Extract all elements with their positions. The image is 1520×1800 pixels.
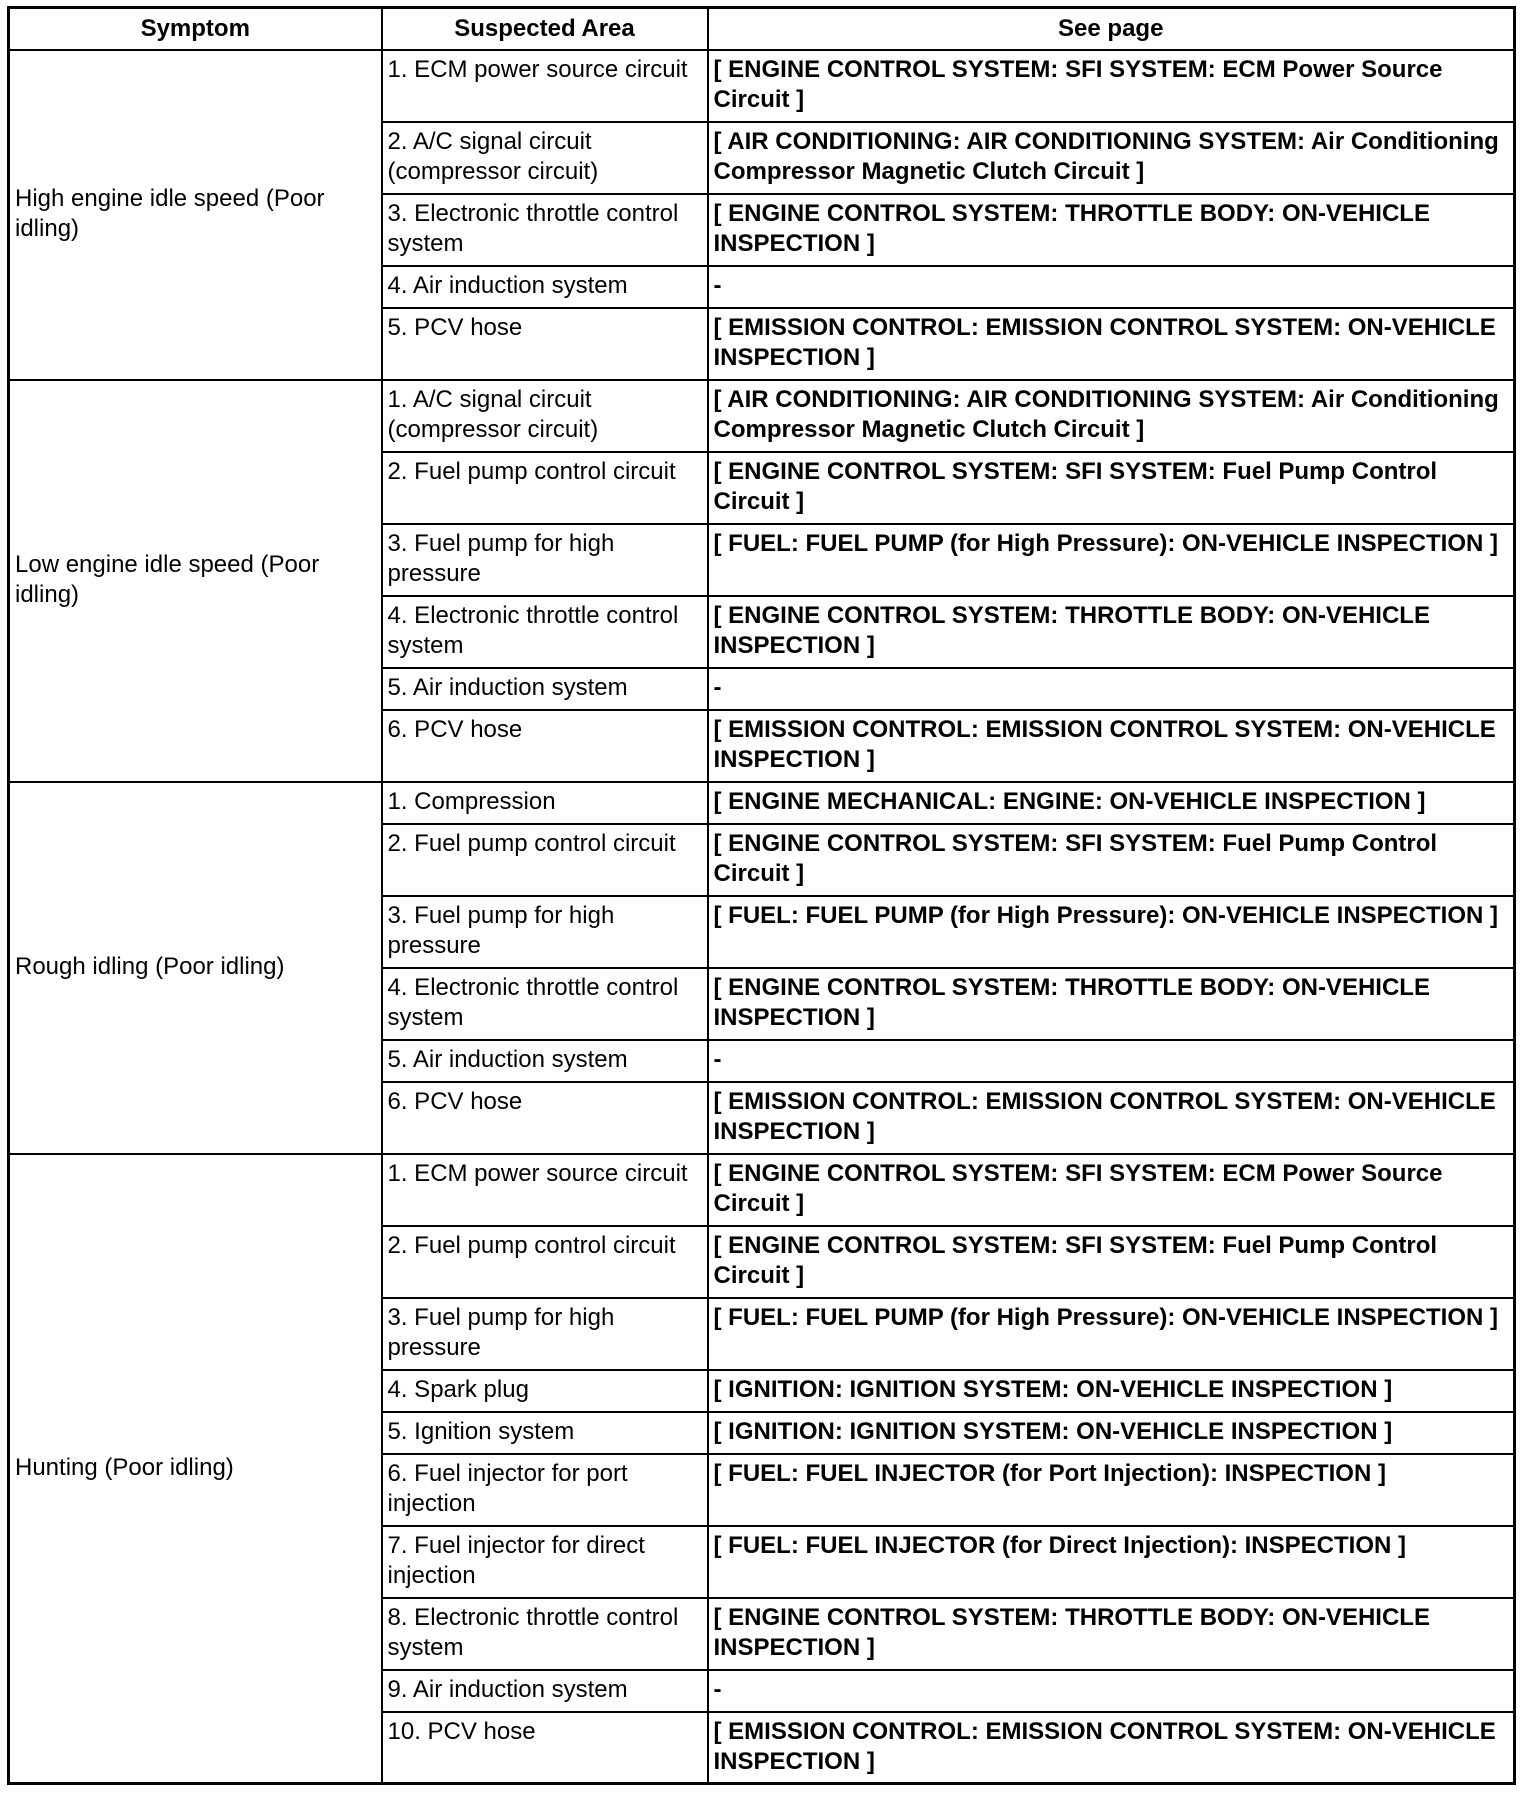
- see-page-cell: [ EMISSION CONTROL: EMISSION CONTROL SYSTEM: ON-VEHICLE INSPECTION ]: [708, 1082, 1515, 1154]
- suspected-area-cell: 10. PCV hose: [382, 1712, 708, 1784]
- see-page-cell: [ FUEL: FUEL INJECTOR (for Direct Injection): INSPECTION ]: [708, 1526, 1515, 1598]
- suspected-area-cell: 2. Fuel pump control circuit: [382, 1226, 708, 1298]
- see-page-cell: [ ENGINE CONTROL SYSTEM: THROTTLE BODY: ON-VEHICLE INSPECTION ]: [708, 596, 1515, 668]
- see-page-cell: -: [708, 1040, 1515, 1082]
- see-page-cell: [ FUEL: FUEL PUMP (for High Pressure): ON-VEHICLE INSPECTION ]: [708, 1298, 1515, 1370]
- suspected-area-cell: 3. Fuel pump for high pressure: [382, 524, 708, 596]
- see-page-cell: -: [708, 668, 1515, 710]
- suspected-area-cell: 1. ECM power source circuit: [382, 50, 708, 122]
- see-page-cell: [ FUEL: FUEL INJECTOR (for Port Injection): INSPECTION ]: [708, 1454, 1515, 1526]
- see-page-cell: [ FUEL: FUEL PUMP (for High Pressure): ON-VEHICLE INSPECTION ]: [708, 524, 1515, 596]
- table-row: [9, 1154, 1515, 1226]
- see-page-cell: [ AIR CONDITIONING: AIR CONDITIONING SYSTEM: Air Conditioning Compressor Magnetic Clutch Circuit ]: [708, 380, 1515, 452]
- suspected-area-cell: 5. Air induction system: [382, 668, 708, 710]
- table-row: [9, 380, 1515, 452]
- see-page-cell: [ ENGINE CONTROL SYSTEM: SFI SYSTEM: Fuel Pump Control Circuit ]: [708, 1226, 1515, 1298]
- suspected-area-cell: 8. Electronic throttle control system: [382, 1598, 708, 1670]
- see-page-cell: [ IGNITION: IGNITION SYSTEM: ON-VEHICLE INSPECTION ]: [708, 1412, 1515, 1454]
- symptom-cell: High engine idle speed (Poor idling): [9, 50, 382, 380]
- suspected-area-cell: 4. Air induction system: [382, 266, 708, 308]
- suspected-area-cell: 3. Fuel pump for high pressure: [382, 1298, 708, 1370]
- suspected-area-cell: 1. Compression: [382, 782, 708, 824]
- see-page-cell: [ ENGINE CONTROL SYSTEM: THROTTLE BODY: ON-VEHICLE INSPECTION ]: [708, 194, 1515, 266]
- header-row: [9, 8, 1515, 50]
- table-body: [9, 50, 1515, 1784]
- symptom-cell: Low engine idle speed (Poor idling): [9, 380, 382, 782]
- suspected-area-cell: 4. Electronic throttle control system: [382, 968, 708, 1040]
- symptom-cell: Hunting (Poor idling): [9, 1154, 382, 1784]
- suspected-area-cell: 9. Air induction system: [382, 1670, 708, 1712]
- suspected-area-cell: 3. Electronic throttle control system: [382, 194, 708, 266]
- see-page-cell: [ ENGINE CONTROL SYSTEM: SFI SYSTEM: ECM Power Source Circuit ]: [708, 1154, 1515, 1226]
- diagnosis-table: [7, 6, 1516, 1785]
- see-page-cell: [ EMISSION CONTROL: EMISSION CONTROL SYSTEM: ON-VEHICLE INSPECTION ]: [708, 1712, 1515, 1784]
- suspected-area-cell: 5. Air induction system: [382, 1040, 708, 1082]
- see-page-cell: [ ENGINE CONTROL SYSTEM: SFI SYSTEM: Fuel Pump Control Circuit ]: [708, 452, 1515, 524]
- suspected-area-cell: 1. A/C signal circuit (compressor circuit): [382, 380, 708, 452]
- suspected-area-cell: 5. PCV hose: [382, 308, 708, 380]
- suspected-area-cell: 2. A/C signal circuit (compressor circuit): [382, 122, 708, 194]
- suspected-area-cell: 6. Fuel injector for port injection: [382, 1454, 708, 1526]
- suspected-area-cell: 3. Fuel pump for high pressure: [382, 896, 708, 968]
- see-page-cell: -: [708, 1670, 1515, 1712]
- suspected-area-cell: 6. PCV hose: [382, 1082, 708, 1154]
- see-page-cell: [ IGNITION: IGNITION SYSTEM: ON-VEHICLE INSPECTION ]: [708, 1370, 1515, 1412]
- see-page-cell: [ EMISSION CONTROL: EMISSION CONTROL SYSTEM: ON-VEHICLE INSPECTION ]: [708, 308, 1515, 380]
- symptom-cell: Rough idling (Poor idling): [9, 782, 382, 1154]
- suspected-area-cell: 2. Fuel pump control circuit: [382, 824, 708, 896]
- table-row: [9, 50, 1515, 122]
- see-page-cell: [ ENGINE CONTROL SYSTEM: SFI SYSTEM: ECM Power Source Circuit ]: [708, 50, 1515, 122]
- header-symptom: Symptom: [9, 8, 382, 50]
- suspected-area-cell: 6. PCV hose: [382, 710, 708, 782]
- see-page-cell: [ ENGINE MECHANICAL: ENGINE: ON-VEHICLE INSPECTION ]: [708, 782, 1515, 824]
- suspected-area-cell: 4. Electronic throttle control system: [382, 596, 708, 668]
- see-page-cell: [ ENGINE CONTROL SYSTEM: THROTTLE BODY: ON-VEHICLE INSPECTION ]: [708, 968, 1515, 1040]
- see-page-cell: -: [708, 266, 1515, 308]
- suspected-area-cell: 7. Fuel injector for direct injection: [382, 1526, 708, 1598]
- suspected-area-cell: 5. Ignition system: [382, 1412, 708, 1454]
- see-page-cell: [ ENGINE CONTROL SYSTEM: THROTTLE BODY: ON-VEHICLE INSPECTION ]: [708, 1598, 1515, 1670]
- see-page-cell: [ AIR CONDITIONING: AIR CONDITIONING SYSTEM: Air Conditioning Compressor Magnetic Clutch Circuit ]: [708, 122, 1515, 194]
- header-see-page: See page: [708, 8, 1515, 50]
- table-row: [9, 782, 1515, 824]
- see-page-cell: [ EMISSION CONTROL: EMISSION CONTROL SYSTEM: ON-VEHICLE INSPECTION ]: [708, 710, 1515, 782]
- suspected-area-cell: 1. ECM power source circuit: [382, 1154, 708, 1226]
- see-page-cell: [ ENGINE CONTROL SYSTEM: SFI SYSTEM: Fuel Pump Control Circuit ]: [708, 824, 1515, 896]
- suspected-area-cell: 4. Spark plug: [382, 1370, 708, 1412]
- header-suspected-area: Suspected Area: [382, 8, 708, 50]
- suspected-area-cell: 2. Fuel pump control circuit: [382, 452, 708, 524]
- see-page-cell: [ FUEL: FUEL PUMP (for High Pressure): ON-VEHICLE INSPECTION ]: [708, 896, 1515, 968]
